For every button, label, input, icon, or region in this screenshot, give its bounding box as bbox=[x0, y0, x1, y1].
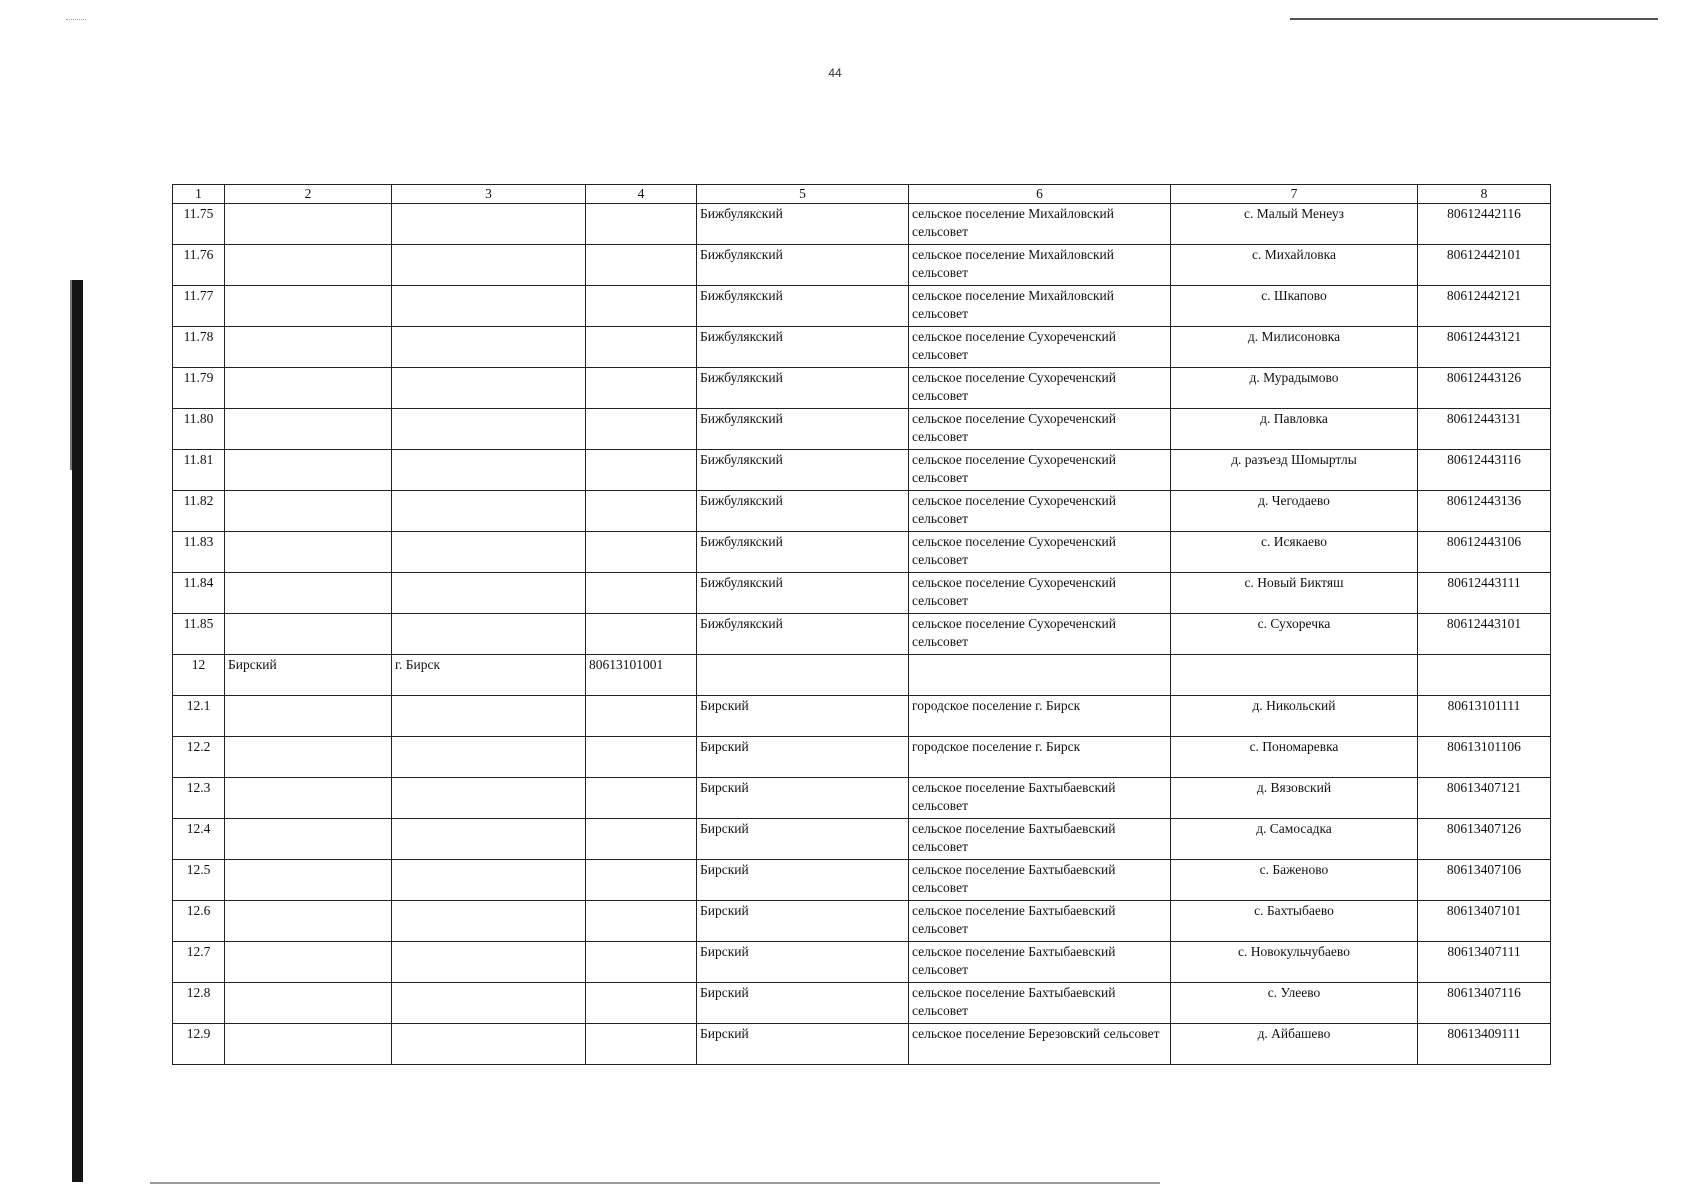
district-cell: Бирский bbox=[225, 655, 392, 696]
municipality-cell: сельское поселение Михайловский сельсовет bbox=[909, 204, 1171, 245]
center-code-cell bbox=[586, 450, 697, 491]
row-number-cell: 12.4 bbox=[173, 819, 225, 860]
header-cell-col1: 1 bbox=[173, 185, 225, 204]
row-number-cell: 12.1 bbox=[173, 696, 225, 737]
district-cell bbox=[225, 1024, 392, 1065]
center-code-cell bbox=[586, 532, 697, 573]
district-cell bbox=[225, 737, 392, 778]
district-name-cell: Бижбулякский bbox=[697, 245, 909, 286]
settlement-cell: с. Баженово bbox=[1171, 860, 1418, 901]
district-name-cell: Бирский bbox=[697, 1024, 909, 1065]
municipality-cell: сельское поселение Сухореченский сельсовет bbox=[909, 368, 1171, 409]
table-row bbox=[173, 614, 1551, 655]
scan-artifact-top-line bbox=[1290, 18, 1658, 20]
settlement-cell: д. Чегодаево bbox=[1171, 491, 1418, 532]
oktmo-code-cell: 80612443136 bbox=[1418, 491, 1551, 532]
center-code-cell bbox=[586, 327, 697, 368]
municipality-cell: сельское поселение Бахтыбаевский сельсовет bbox=[909, 778, 1171, 819]
row-number-cell: 11.83 bbox=[173, 532, 225, 573]
table-row bbox=[173, 983, 1551, 1024]
district-name-cell: Бижбулякский bbox=[697, 368, 909, 409]
settlement-cell: с. Новый Биктяш bbox=[1171, 573, 1418, 614]
row-number-cell: 12.9 bbox=[173, 1024, 225, 1065]
oktmo-code-cell: 80613407126 bbox=[1418, 819, 1551, 860]
district-cell bbox=[225, 573, 392, 614]
district-cell bbox=[225, 942, 392, 983]
row-number-cell: 12.8 bbox=[173, 983, 225, 1024]
district-cell bbox=[225, 286, 392, 327]
municipality-cell: сельское поселение Бахтыбаевский сельсовет bbox=[909, 860, 1171, 901]
oktmo-code-cell: 80612442121 bbox=[1418, 286, 1551, 327]
center-cell bbox=[392, 532, 586, 573]
municipality-cell: городское поселение г. Бирск bbox=[909, 737, 1171, 778]
oktmo-code-cell: 80613101106 bbox=[1418, 737, 1551, 778]
center-code-cell bbox=[586, 204, 697, 245]
center-code-cell bbox=[586, 409, 697, 450]
district-name-cell: Бирский bbox=[697, 942, 909, 983]
settlement-cell: д. Никольский bbox=[1171, 696, 1418, 737]
table-row bbox=[173, 655, 1551, 696]
settlement-cell: д. Милисоновка bbox=[1171, 327, 1418, 368]
settlements-table bbox=[172, 184, 1551, 1065]
table-row bbox=[173, 327, 1551, 368]
oktmo-code-cell: 80612443116 bbox=[1418, 450, 1551, 491]
settlement-cell: д. Самосадка bbox=[1171, 819, 1418, 860]
municipality-cell: сельское поселение Сухореченский сельсовет bbox=[909, 532, 1171, 573]
scan-artifact-dots bbox=[66, 19, 86, 20]
municipality-cell: сельское поселение Михайловский сельсовет bbox=[909, 286, 1171, 327]
settlement-cell: д. разъезд Шомыртлы bbox=[1171, 450, 1418, 491]
district-cell bbox=[225, 327, 392, 368]
district-cell bbox=[225, 368, 392, 409]
district-name-cell: Бирский bbox=[697, 737, 909, 778]
settlement-cell: с. Малый Менеуз bbox=[1171, 204, 1418, 245]
row-number-cell: 11.78 bbox=[173, 327, 225, 368]
oktmo-code-cell: 80612443101 bbox=[1418, 614, 1551, 655]
oktmo-code-cell bbox=[1418, 655, 1551, 696]
district-name-cell: Бижбулякский bbox=[697, 409, 909, 450]
header-cell-col2: 2 bbox=[225, 185, 392, 204]
center-cell bbox=[392, 286, 586, 327]
district-cell bbox=[225, 204, 392, 245]
settlement-cell: с. Михайловка bbox=[1171, 245, 1418, 286]
district-cell bbox=[225, 778, 392, 819]
oktmo-code-cell: 80613407116 bbox=[1418, 983, 1551, 1024]
center-code-cell bbox=[586, 819, 697, 860]
settlement-cell: с. Бахтыбаево bbox=[1171, 901, 1418, 942]
table-row bbox=[173, 778, 1551, 819]
settlement-cell: д. Павловка bbox=[1171, 409, 1418, 450]
center-cell bbox=[392, 778, 586, 819]
center-cell bbox=[392, 696, 586, 737]
oktmo-code-cell: 80612442101 bbox=[1418, 245, 1551, 286]
district-name-cell: Бижбулякский bbox=[697, 327, 909, 368]
municipality-cell: сельское поселение Сухореченский сельсовет bbox=[909, 614, 1171, 655]
center-code-cell bbox=[586, 737, 697, 778]
district-name-cell: Бижбулякский bbox=[697, 614, 909, 655]
table-row bbox=[173, 491, 1551, 532]
table-body bbox=[173, 185, 1551, 1065]
district-name-cell: Бирский bbox=[697, 860, 909, 901]
district-name-cell bbox=[697, 655, 909, 696]
oktmo-code-cell: 80612443106 bbox=[1418, 532, 1551, 573]
district-name-cell: Бижбулякский bbox=[697, 450, 909, 491]
district-cell bbox=[225, 819, 392, 860]
district-cell bbox=[225, 409, 392, 450]
row-number-cell: 12.7 bbox=[173, 942, 225, 983]
header-cell-col5: 5 bbox=[697, 185, 909, 204]
table-row bbox=[173, 1024, 1551, 1065]
municipality-cell: сельское поселение Сухореченский сельсовет bbox=[909, 491, 1171, 532]
table-row bbox=[173, 901, 1551, 942]
district-name-cell: Бижбулякский bbox=[697, 204, 909, 245]
settlement-cell bbox=[1171, 655, 1418, 696]
oktmo-code-cell: 80613101111 bbox=[1418, 696, 1551, 737]
center-code-cell bbox=[586, 286, 697, 327]
header-cell-col7: 7 bbox=[1171, 185, 1418, 204]
center-cell bbox=[392, 860, 586, 901]
municipality-cell: сельское поселение Бахтыбаевский сельсовет bbox=[909, 942, 1171, 983]
district-name-cell: Бижбулякский bbox=[697, 491, 909, 532]
center-cell bbox=[392, 983, 586, 1024]
oktmo-code-cell: 80613407111 bbox=[1418, 942, 1551, 983]
municipality-cell: сельское поселение Бахтыбаевский сельсовет bbox=[909, 983, 1171, 1024]
table-row bbox=[173, 409, 1551, 450]
center-code-cell bbox=[586, 573, 697, 614]
table-row bbox=[173, 532, 1551, 573]
district-cell bbox=[225, 696, 392, 737]
municipality-cell: сельское поселение Сухореченский сельсовет bbox=[909, 450, 1171, 491]
district-name-cell: Бижбулякский bbox=[697, 573, 909, 614]
oktmo-code-cell: 80612443121 bbox=[1418, 327, 1551, 368]
center-code-cell bbox=[586, 778, 697, 819]
municipality-cell: сельское поселение Сухореченский сельсовет bbox=[909, 409, 1171, 450]
settlement-cell: с. Улеево bbox=[1171, 983, 1418, 1024]
center-code-cell bbox=[586, 696, 697, 737]
table-row bbox=[173, 450, 1551, 491]
center-code-cell bbox=[586, 901, 697, 942]
page-number: 44 bbox=[828, 66, 842, 80]
row-number-cell: 11.80 bbox=[173, 409, 225, 450]
center-code-cell bbox=[586, 368, 697, 409]
municipality-cell: сельское поселение Сухореченский сельсовет bbox=[909, 573, 1171, 614]
municipality-cell: сельское поселение Березовский сельсовет bbox=[909, 1024, 1171, 1065]
oktmo-code-cell: 80612443131 bbox=[1418, 409, 1551, 450]
table-row bbox=[173, 245, 1551, 286]
table-row bbox=[173, 737, 1551, 778]
district-name-cell: Бирский bbox=[697, 778, 909, 819]
oktmo-code-cell: 80613407121 bbox=[1418, 778, 1551, 819]
district-name-cell: Бирский bbox=[697, 983, 909, 1024]
municipality-cell: сельское поселение Михайловский сельсовет bbox=[909, 245, 1171, 286]
center-cell bbox=[392, 409, 586, 450]
row-number-cell: 11.76 bbox=[173, 245, 225, 286]
row-number-cell: 12 bbox=[173, 655, 225, 696]
header-cell-col6: 6 bbox=[909, 185, 1171, 204]
district-cell bbox=[225, 901, 392, 942]
district-cell bbox=[225, 245, 392, 286]
row-number-cell: 12.6 bbox=[173, 901, 225, 942]
table-row bbox=[173, 942, 1551, 983]
settlement-cell: с. Сухоречка bbox=[1171, 614, 1418, 655]
district-name-cell: Бижбулякский bbox=[697, 286, 909, 327]
center-code-cell bbox=[586, 1024, 697, 1065]
oktmo-code-cell: 80612443111 bbox=[1418, 573, 1551, 614]
center-code-cell: 80613101001 bbox=[586, 655, 697, 696]
center-cell bbox=[392, 942, 586, 983]
center-cell bbox=[392, 901, 586, 942]
row-number-cell: 11.79 bbox=[173, 368, 225, 409]
center-cell bbox=[392, 450, 586, 491]
center-code-cell bbox=[586, 860, 697, 901]
row-number-cell: 11.81 bbox=[173, 450, 225, 491]
table-row bbox=[173, 819, 1551, 860]
header-cell-col4: 4 bbox=[586, 185, 697, 204]
settlement-cell: д. Мурадымово bbox=[1171, 368, 1418, 409]
center-cell bbox=[392, 819, 586, 860]
center-cell bbox=[392, 245, 586, 286]
district-cell bbox=[225, 860, 392, 901]
row-number-cell: 11.77 bbox=[173, 286, 225, 327]
center-cell bbox=[392, 491, 586, 532]
center-cell bbox=[392, 1024, 586, 1065]
center-cell bbox=[392, 368, 586, 409]
center-code-cell bbox=[586, 983, 697, 1024]
row-number-cell: 12.2 bbox=[173, 737, 225, 778]
oktmo-code-cell: 80613409111 bbox=[1418, 1024, 1551, 1065]
table-row bbox=[173, 368, 1551, 409]
district-name-cell: Бирский bbox=[697, 819, 909, 860]
district-cell bbox=[225, 614, 392, 655]
table-row bbox=[173, 696, 1551, 737]
table-row bbox=[173, 573, 1551, 614]
center-cell bbox=[392, 614, 586, 655]
oktmo-code-cell: 80612442116 bbox=[1418, 204, 1551, 245]
district-cell bbox=[225, 532, 392, 573]
row-number-cell: 11.75 bbox=[173, 204, 225, 245]
center-code-cell bbox=[586, 942, 697, 983]
oktmo-code-cell: 80613407101 bbox=[1418, 901, 1551, 942]
row-number-cell: 11.82 bbox=[173, 491, 225, 532]
table-row bbox=[173, 204, 1551, 245]
settlement-cell: с. Пономаревка bbox=[1171, 737, 1418, 778]
district-cell bbox=[225, 491, 392, 532]
municipality-cell: сельское поселение Сухореченский сельсовет bbox=[909, 327, 1171, 368]
settlement-cell: с. Шкапово bbox=[1171, 286, 1418, 327]
row-number-cell: 12.5 bbox=[173, 860, 225, 901]
scan-artifact-bottom-line bbox=[150, 1182, 1160, 1184]
settlement-cell: д. Айбашево bbox=[1171, 1024, 1418, 1065]
center-cell: г. Бирск bbox=[392, 655, 586, 696]
municipality-cell: сельское поселение Бахтыбаевский сельсовет bbox=[909, 819, 1171, 860]
oktmo-code-cell: 80613407106 bbox=[1418, 860, 1551, 901]
scan-artifact-left-bar bbox=[72, 280, 83, 1182]
municipality-cell: сельское поселение Бахтыбаевский сельсовет bbox=[909, 901, 1171, 942]
table-row bbox=[173, 286, 1551, 327]
district-cell bbox=[225, 983, 392, 1024]
header-cell-col8: 8 bbox=[1418, 185, 1551, 204]
municipality-cell: городское поселение г. Бирск bbox=[909, 696, 1171, 737]
center-cell bbox=[392, 204, 586, 245]
row-number-cell: 11.85 bbox=[173, 614, 225, 655]
settlement-cell: д. Вязовский bbox=[1171, 778, 1418, 819]
district-cell bbox=[225, 450, 392, 491]
row-number-cell: 11.84 bbox=[173, 573, 225, 614]
municipality-cell bbox=[909, 655, 1171, 696]
center-code-cell bbox=[586, 614, 697, 655]
district-name-cell: Бижбулякский bbox=[697, 532, 909, 573]
center-cell bbox=[392, 573, 586, 614]
center-code-cell bbox=[586, 245, 697, 286]
settlement-cell: с. Исякаево bbox=[1171, 532, 1418, 573]
table-header-row bbox=[173, 185, 1551, 204]
row-number-cell: 12.3 bbox=[173, 778, 225, 819]
table-row bbox=[173, 860, 1551, 901]
settlement-cell: с. Новокульчубаево bbox=[1171, 942, 1418, 983]
center-code-cell bbox=[586, 491, 697, 532]
center-cell bbox=[392, 737, 586, 778]
oktmo-code-cell: 80612443126 bbox=[1418, 368, 1551, 409]
header-cell-col3: 3 bbox=[392, 185, 586, 204]
center-cell bbox=[392, 327, 586, 368]
district-name-cell: Бирский bbox=[697, 901, 909, 942]
district-name-cell: Бирский bbox=[697, 696, 909, 737]
